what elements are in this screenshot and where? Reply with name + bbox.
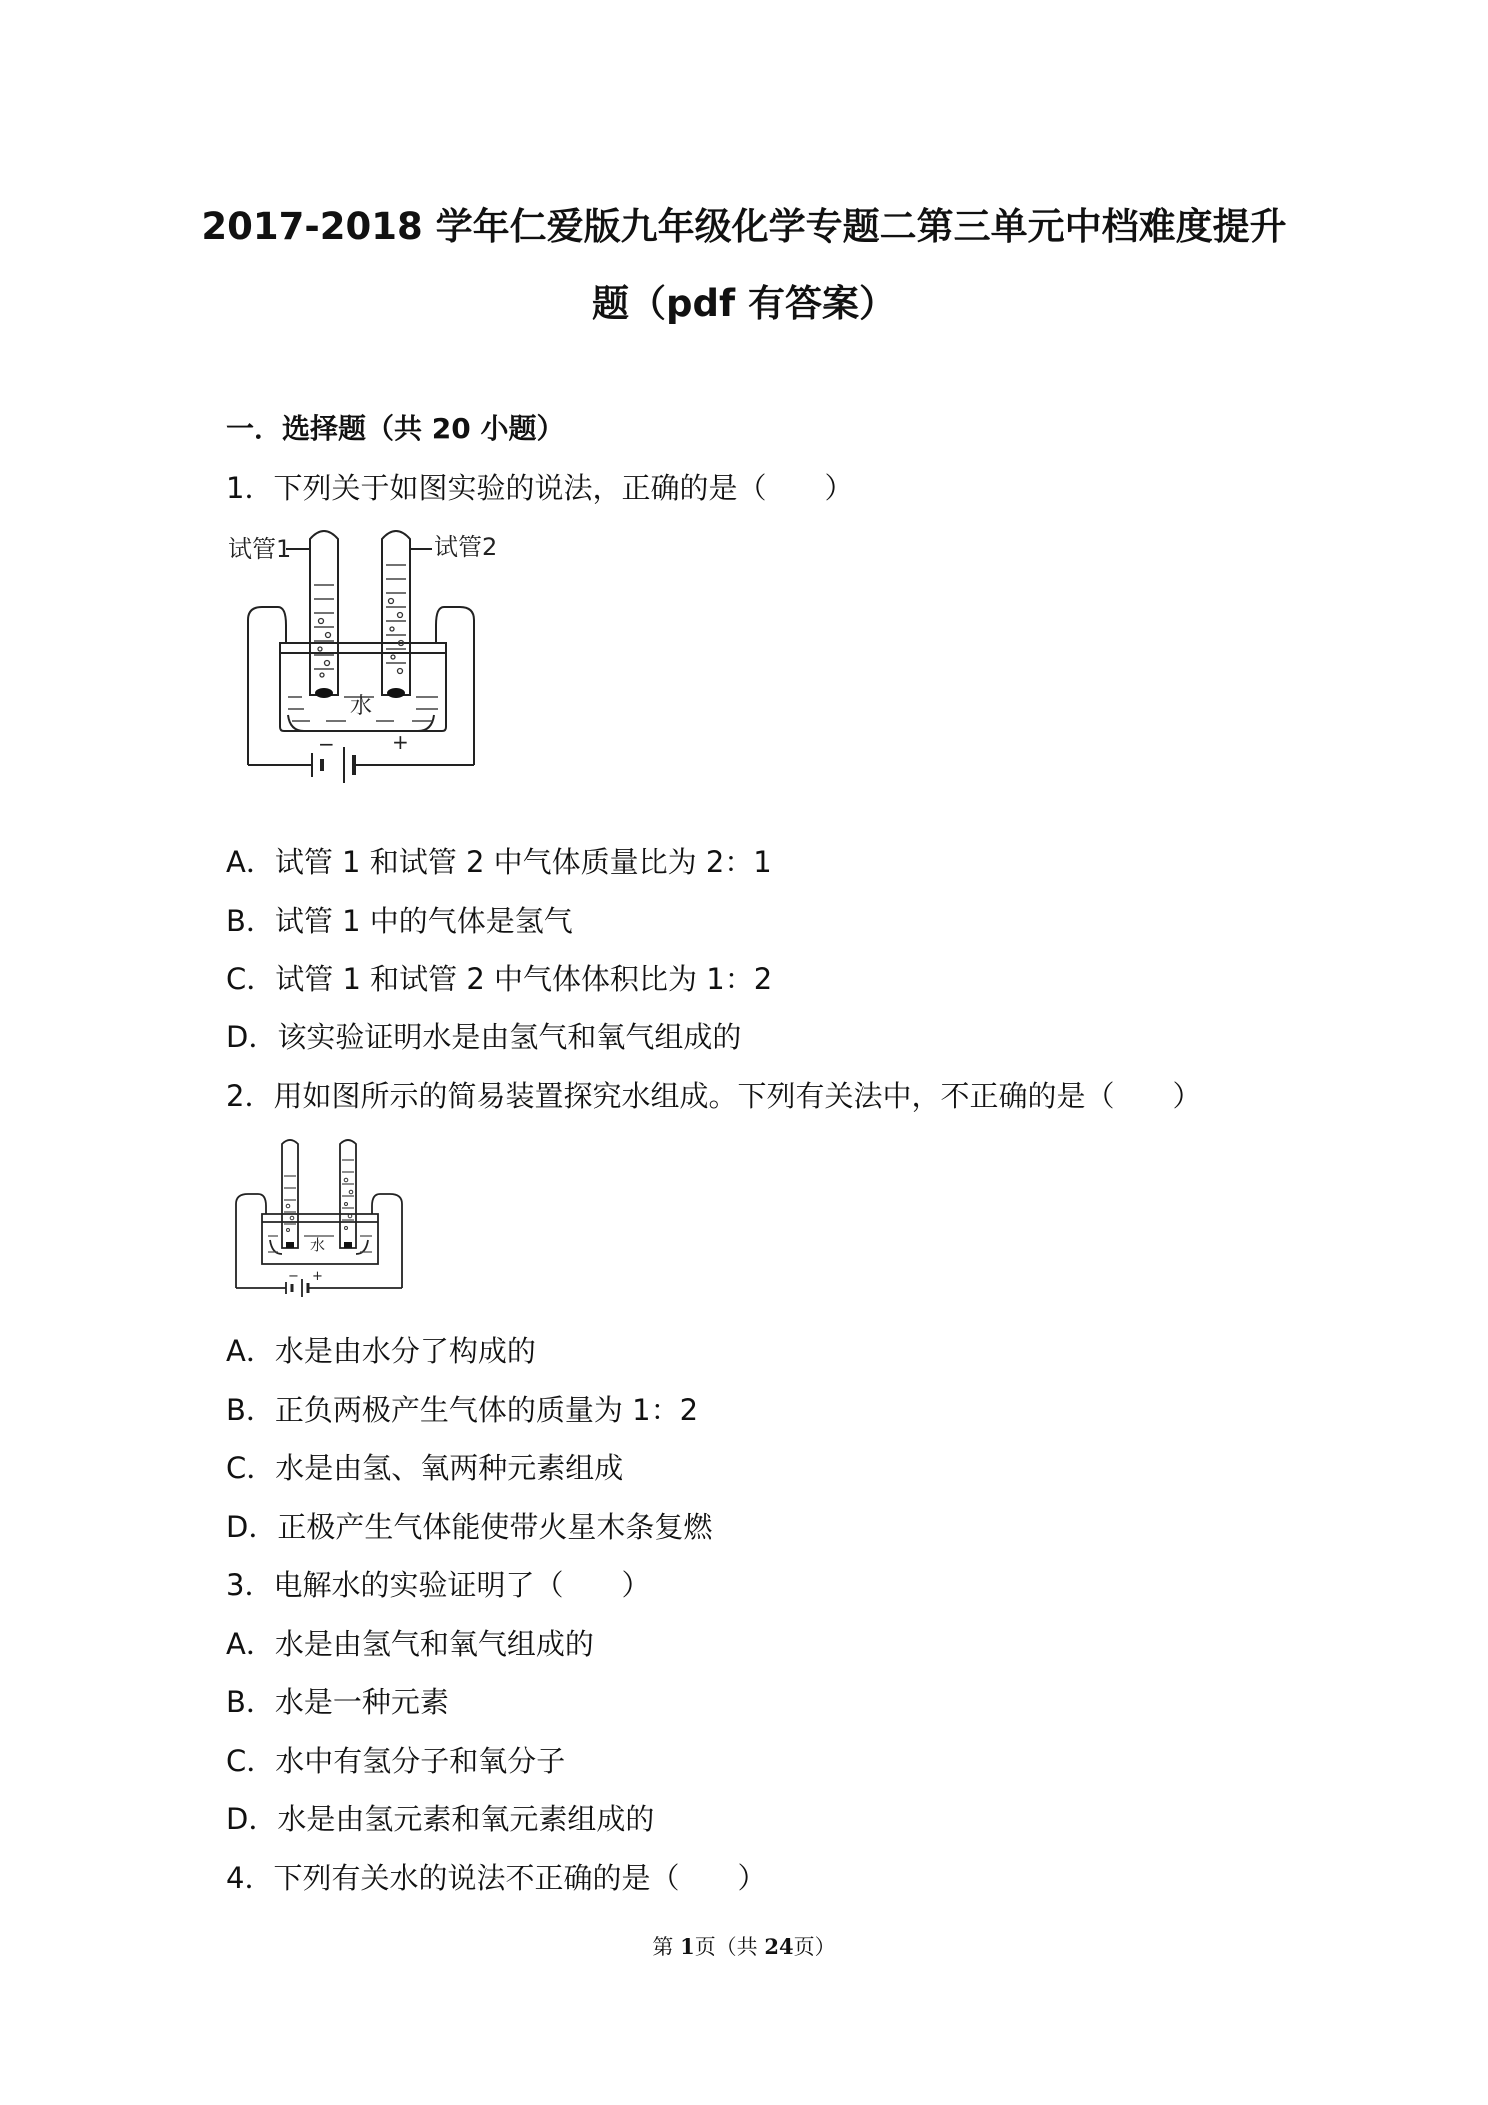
footer-middle: 页（共 <box>694 1935 765 1959</box>
footer-suffix: 页） <box>793 1935 836 1959</box>
question-3-option-c: C．水中有氢分子和氧分子 <box>226 1744 566 1778</box>
question-3-option-a: A．水是由氢气和氧气组成的 <box>226 1627 594 1661</box>
question-1-option-d: D．该实验证明水是由氢气和氧气组成的 <box>226 1020 742 1054</box>
question-1-stem: 1．下列关于如图实验的说法，正确的是（ ） <box>226 471 854 505</box>
water-label: 水 <box>350 694 373 719</box>
tube1-label: 试管1 <box>228 535 292 563</box>
question-1-option-b: B．试管 1 中的气体是氢气 <box>226 904 573 938</box>
section-heading: 一．选择题（共 20 小题） <box>226 412 565 445</box>
doc-title-line1: 2017-2018 学年仁爱版九年级化学专题二第三单元中档难度提升 <box>201 205 1287 248</box>
question-2-option-a: A．水是由水分了构成的 <box>226 1334 536 1368</box>
water-label-2: 水 <box>310 1236 326 1254</box>
question-2-option-c: C．水是由氢、氧两种元素组成 <box>226 1451 624 1485</box>
question-2-stem: 2．用如图所示的简易装置探究水组成。下列有关法中，不正确的是（ ） <box>226 1079 1202 1113</box>
footer-prefix: 第 <box>652 1935 681 1959</box>
question-2-option-d: D．正极产生气体能使带火星木条复燃 <box>226 1510 713 1544</box>
minus-label-2: − <box>288 1269 299 1284</box>
question-1-option-c: C．试管 1 和试管 2 中气体体积比为 1：2 <box>226 962 773 996</box>
electrolysis-figure-2 <box>230 1136 410 1298</box>
electrolysis-figure-1 <box>226 525 526 815</box>
question-3-option-d: D．水是由氢元素和氧元素组成的 <box>226 1802 655 1836</box>
footer-page-number: 1 <box>680 1934 695 1959</box>
footer-total-pages: 24 <box>764 1934 794 1959</box>
question-3-stem: 3．电解水的实验证明了（ ） <box>226 1568 651 1602</box>
plus-label-2: + <box>312 1269 323 1284</box>
doc-title-line2: 题（pdf 有答案） <box>592 282 896 325</box>
tube2-label: 试管2 <box>434 533 498 561</box>
question-3-option-b: B．水是一种元素 <box>226 1685 449 1719</box>
plus-label: + <box>392 730 409 754</box>
question-1-option-a: A．试管 1 和试管 2 中气体质量比为 2：1 <box>226 845 772 879</box>
page-footer <box>0 1931 1488 1961</box>
question-4-stem: 4．下列有关水的说法不正确的是（ ） <box>226 1861 767 1895</box>
minus-label: − <box>318 732 335 756</box>
question-2-option-b: B．正负两极产生气体的质量为 1：2 <box>226 1393 699 1427</box>
